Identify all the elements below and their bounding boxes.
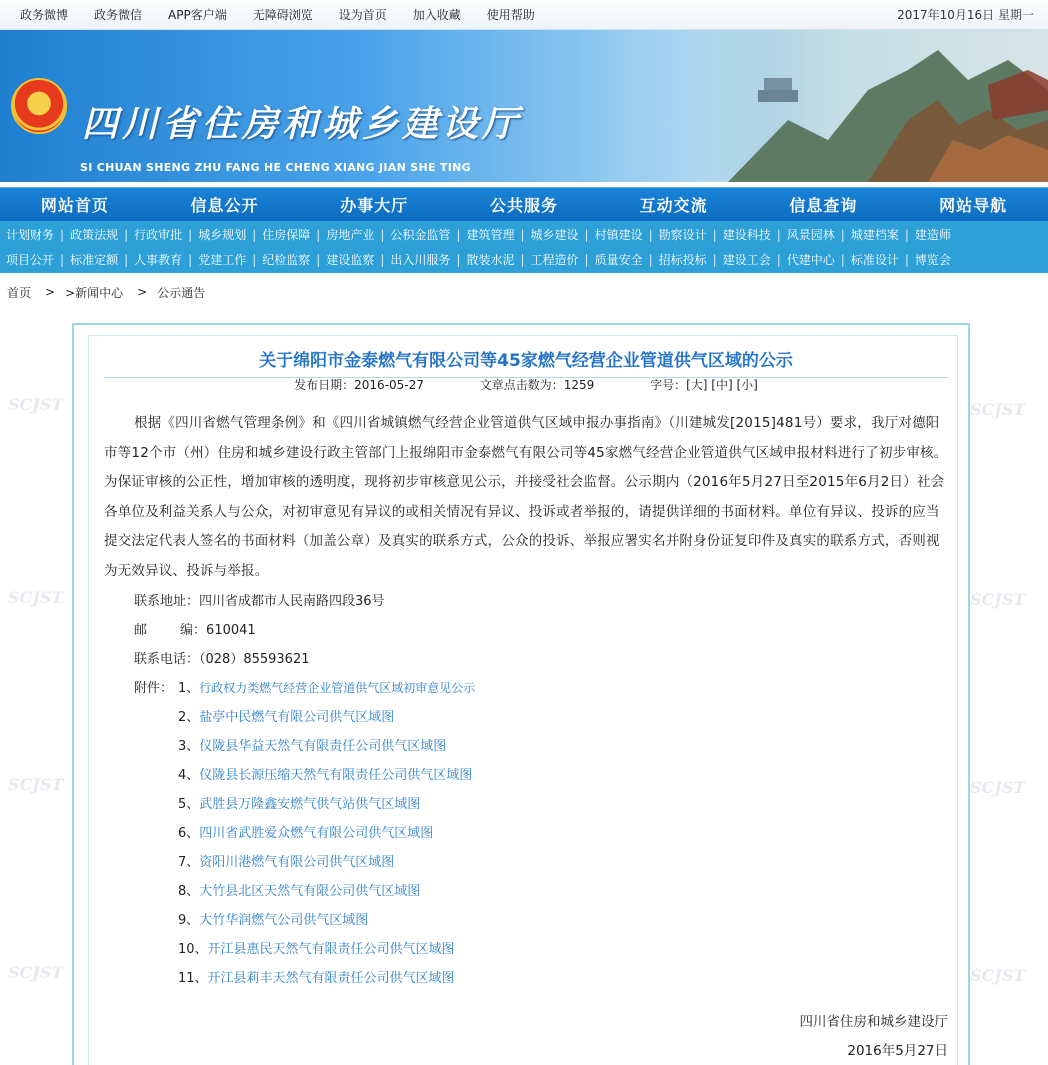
breadcrumb-current[interactable]: 公示通告 [157,285,206,300]
attachment-link[interactable]: 仪陇县长源压缩天然气有限责任公司供气区域图 [199,768,473,783]
watermark: SCJST [970,590,1026,609]
landscape-image [608,30,1048,182]
breadcrumb-separator-icon: > [45,285,56,299]
attachment-link[interactable]: 资阳川港燃气有限公司供气区域图 [199,855,395,870]
watermark: SCJST [8,775,64,794]
watermark: SCJST [8,395,64,414]
subnav-item[interactable]: 党建工作 [198,253,247,267]
subnav-item[interactable]: 行政审批 [134,228,183,242]
attachment-link[interactable]: 仪陇县华益天然气有限责任公司供气区域图 [199,739,447,754]
weibo-link[interactable]: 政务微博 [20,8,69,22]
attachment-link[interactable]: 开江县莉丰天然气有限责任公司供气区域图 [207,971,455,986]
site-title-en: SI CHUAN SHENG ZHU FANG HE CHENG XIANG JIAN SHE TING [80,161,471,174]
utility-links [20,6,897,23]
subnav-row-1 [0,222,1048,247]
subnav-separator: | [316,227,321,242]
wechat-link[interactable]: 政务微信 [94,8,143,22]
app-link[interactable]: APP客户端 [168,8,227,22]
article-body: 根据《四川省燃气管理条例》和《四川省城镇燃气经营企业管道供气区域申报办事指南》（川建城发[2015]481号）要求，我厅对德阳市等12个市（州）住房和城乡建设行政主管部门上报绵阳市金泰燃气有限公司等45家燃气经营企业管道供气区域申报材料进行了初步审核。为保证审核的公正性，增加审核的透明度，现将初步审核意见公示，并接受社会监督。公示期内（2016年5月27日至2015年6月2日）社会各单位及利益关系人与公众，对初审意见有异议的或相关情况有异议、投诉或者举报的，请提供详细的书面材料。单位有异议、投诉的应当提交法定代表人签名的书面材料（加盖公章）及真实的联系方式，公众的投诉、举报应署实名并附身份证复印件及真实的联系方式，否则视为无效异议、投诉与举报。 [104,415,948,579]
site-banner [0,30,1048,182]
font-size-controls[interactable]: 字号：[大] [中] [小] [650,378,758,392]
attachment-number: 10、 [178,942,208,957]
current-date: 2017年10月16日 星期一 [897,8,1034,22]
attachment-item [178,938,455,957]
subnav-separator: | [712,227,717,242]
nav-home[interactable]: 网站首页 [40,196,109,215]
attachment-number: 1、 [178,681,200,696]
subnav-item[interactable]: 建设监察 [326,253,375,267]
attachment-link[interactable]: 开江县惠民天然气有限责任公司供气区域图 [207,942,455,957]
subnav-item[interactable]: 标准设计 [850,253,899,267]
sub-navigation [0,221,1048,273]
nav-service-hall[interactable]: 办事大厅 [340,196,409,215]
watermark: SCJST [970,400,1026,419]
subnav-item[interactable]: 工程造价 [530,253,579,267]
contact-phone: 联系电话：（028）85593621 [134,652,310,667]
attachment-item [178,793,420,812]
attachments-label: 附件： [134,681,174,696]
subnav-item[interactable]: 散装水泥 [466,253,515,267]
subnav-item[interactable]: 质量安全 [594,253,643,267]
subnav-separator: | [456,227,461,242]
subnav-separator: | [188,227,193,242]
attachment-item [178,851,394,870]
attachment-number: 11、 [178,971,208,986]
subnav-item[interactable]: 村镇建设 [594,228,643,242]
subnav-item[interactable]: 代建中心 [786,253,835,267]
subnav-item[interactable]: 纪检监察 [262,253,311,267]
attachment-number: 6、 [178,826,200,841]
attachment-number: 4、 [178,768,200,783]
subnav-item[interactable]: 人事教育 [134,253,183,267]
national-emblem-icon [11,78,67,134]
bookmark-link[interactable]: 加入收藏 [412,8,461,22]
subnav-separator: | [380,227,385,242]
attachment-number: 3、 [178,739,200,754]
subnav-separator: | [188,252,193,267]
subnav-item[interactable]: 建筑管理 [466,228,515,242]
subnav-separator: | [904,227,909,242]
subnav-item[interactable]: 政策法规 [70,228,119,242]
attachment-link[interactable]: 四川省武胜爱众燃气有限公司供气区域图 [199,826,434,841]
nav-info-disclosure[interactable]: 信息公开 [190,196,259,215]
signature: 四川省住房和城乡建设厅 [799,1014,948,1030]
subnav-item[interactable]: 风景园林 [786,228,835,242]
subnav-separator: | [380,252,385,267]
attachment-link[interactable]: 大竹县北区天然气有限公司供气区域图 [199,884,421,899]
subnav-item[interactable]: 建设科技 [722,228,771,242]
attachment-number: 8、 [178,884,200,899]
subnav-separator: | [840,252,845,267]
main-navigation [0,187,1048,221]
subnav-separator: | [520,252,525,267]
attachment-item [178,677,475,696]
site-title-cn: 四川省住房和城乡建设厅 [82,103,523,145]
attachment-number: 9、 [178,913,200,928]
subnav-item[interactable]: 住房保障 [262,228,311,242]
contact-postcode: 邮 编：610041 [134,623,256,638]
subnav-item[interactable]: 公积金监管 [390,228,451,242]
subnav-separator: | [712,252,717,267]
subnav-separator: | [776,252,781,267]
attachment-link[interactable]: 行政权力类燃气经营企业管道供气区域初审意见公示 [199,681,476,695]
signature-date: 2016年5月27日 [847,1043,948,1059]
breadcrumb-separator-icon: > [137,285,148,299]
nav-site-map[interactable]: 网站导航 [939,196,1008,215]
set-homepage-link[interactable]: 设为首页 [338,8,387,22]
subnav-separator: | [60,252,65,267]
attachment-item [178,909,368,928]
subnav-item[interactable]: 城建档案 [850,228,899,242]
subnav-item[interactable]: 招标投标 [658,253,707,267]
watermark: SCJST [8,588,64,607]
article-meta [104,376,948,393]
subnav-separator: | [124,227,129,242]
subnav-separator: | [456,252,461,267]
attachment-number: 2、 [178,710,200,725]
attachment-item [178,764,472,783]
attachment-link[interactable]: 武胜县万隆鑫安燃气供气站供气区域图 [199,797,421,812]
subnav-item[interactable]: 勘察设计 [658,228,707,242]
nav-interaction[interactable]: 互动交流 [639,196,708,215]
subnav-separator: | [584,227,589,242]
subnav-separator: | [60,227,65,242]
subnav-item[interactable]: 城乡规划 [198,228,247,242]
attachment-item [178,735,446,754]
nav-public-service[interactable]: 公共服务 [489,196,558,215]
subnav-item[interactable]: 标准定额 [70,253,119,267]
subnav-separator: | [252,252,257,267]
attachment-number: 5、 [178,797,200,812]
subnav-item[interactable]: 房地产业 [326,228,375,242]
subnav-separator: | [840,227,845,242]
subnav-separator: | [904,252,909,267]
attachment-link[interactable]: 盐亭中民燃气有限公司供气区域图 [199,710,395,725]
subnav-separator: | [316,252,321,267]
accessibility-link[interactable]: 无障碍浏览 [252,8,313,22]
breadcrumb-news-center[interactable]: >新闻中心 [65,285,124,300]
subnav-item[interactable]: 计划财务 [6,228,55,242]
subnav-separator: | [124,252,129,267]
breadcrumb-home[interactable]: 首页 [7,285,32,300]
attachment-number: 7、 [178,855,200,870]
help-link[interactable]: 使用帮助 [486,8,535,22]
attachment-item [178,967,455,986]
subnav-item[interactable]: 城乡建设 [530,228,579,242]
attachment-item [178,822,433,841]
subnav-item[interactable]: 博览会 [914,253,951,267]
subnav-separator: | [252,227,257,242]
click-count: 文章点击数为：1259 [479,378,595,392]
subnav-row-2 [0,247,1048,272]
subnav-item[interactable]: 建造师 [914,228,951,242]
subnav-item[interactable]: 建设工会 [722,253,771,267]
nav-info-query[interactable]: 信息查询 [789,196,858,215]
subnav-separator: | [648,227,653,242]
watermark: SCJST [970,778,1026,797]
watermark: SCJST [8,963,64,982]
contact-address: 联系地址：四川省成都市人民南路四段36号 [134,594,385,609]
attachment-item [178,880,420,899]
article-title: 关于绵阳市金泰燃气有限公司等45家燃气经营企业管道供气区域的公示 [104,346,948,378]
subnav-separator: | [648,252,653,267]
subnav-separator: | [776,227,781,242]
top-utility-bar [0,0,1048,30]
attachment-item [178,706,394,725]
subnav-separator: | [520,227,525,242]
watermark: SCJST [970,966,1026,985]
subnav-item[interactable]: 项目公开 [6,253,55,267]
subnav-item[interactable]: 出入川服务 [390,253,451,267]
attachment-link[interactable]: 大竹华润燃气公司供气区域图 [199,913,369,928]
publish-date: 发布日期：2016-05-27 [294,378,424,392]
subnav-separator: | [584,252,589,267]
breadcrumb [0,273,1048,311]
